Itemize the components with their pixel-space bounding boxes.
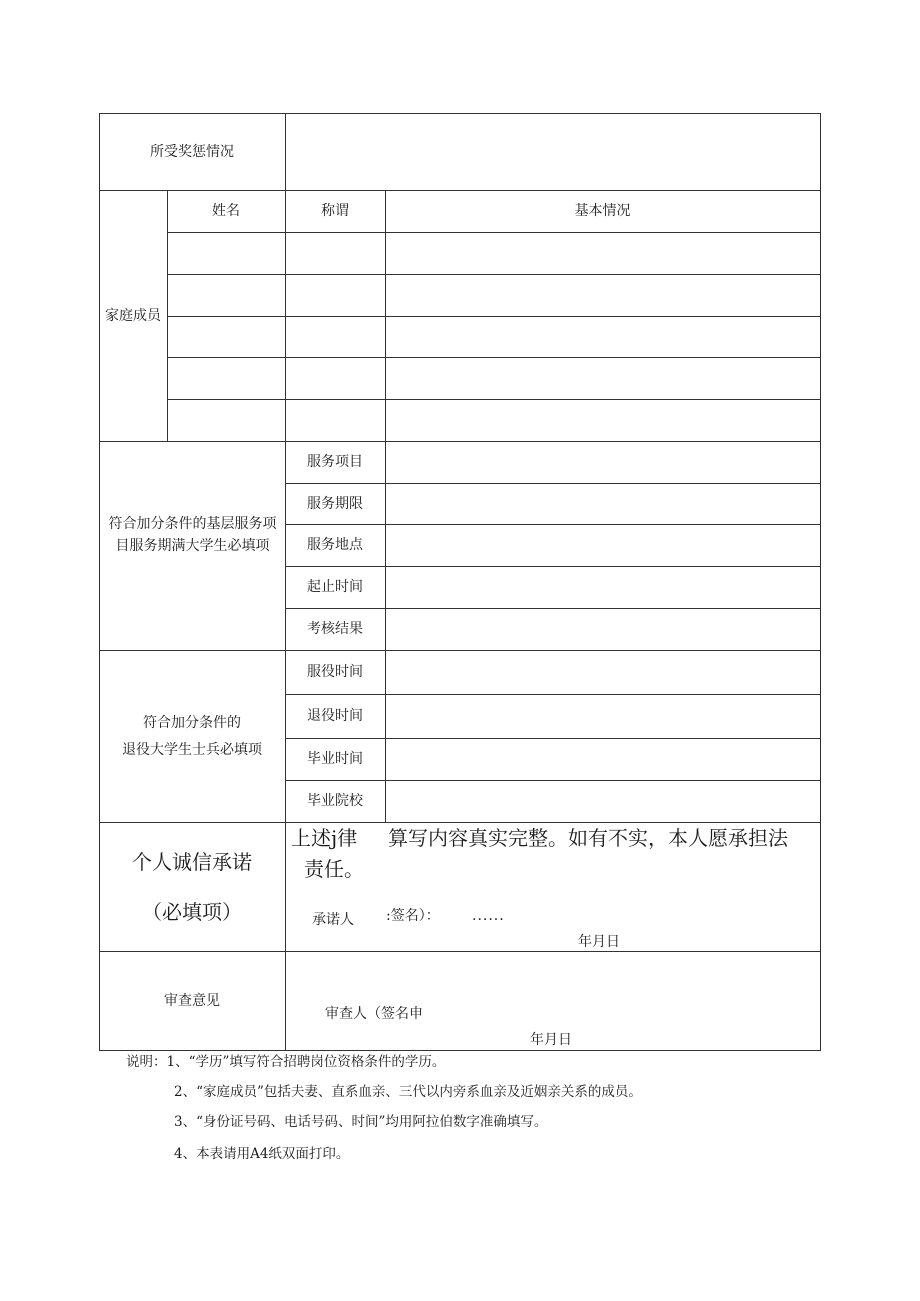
- row-line-650: [99, 650, 821, 651]
- veteran-label-line1: 符合加分条件的: [143, 715, 241, 731]
- veteran-row-discharge-time: 退役时间: [307, 708, 363, 724]
- pledge-label-line2: （必填项）: [142, 900, 242, 924]
- service-row-dates: 起止时间: [307, 579, 363, 595]
- awards-label: 所受奖惩情况: [150, 144, 234, 160]
- veteran-row-graduation-time: 毕业时间: [307, 751, 363, 767]
- pledge-signer-label: 承诺人: [312, 912, 354, 928]
- family-line-3: [167, 316, 821, 317]
- service-row-assessment: 考核结果: [307, 621, 363, 637]
- pledge-label-line1: 个人诚信承诺: [132, 850, 252, 874]
- service-row-project: 服务项目: [307, 454, 363, 470]
- veteran-line-1: [285, 694, 821, 695]
- pledge-signature-dots[interactable]: ......: [472, 908, 505, 924]
- veteran-row-service-time: 服役时间: [307, 664, 363, 680]
- divider-value: [385, 190, 386, 822]
- pledge-text-left-2: 责任。: [304, 857, 364, 881]
- note-3: 3、“身份证号码、电话号码、时间”均用阿拉伯数字准确填写。: [174, 1114, 548, 1130]
- pledge-date: 年月日: [578, 934, 620, 950]
- service-line-4: [285, 608, 821, 609]
- note-4: 4、本表请用A4纸双面打印。: [174, 1146, 350, 1162]
- row-line-822: [99, 822, 821, 823]
- veteran-line-2: [285, 738, 821, 739]
- service-label-text: 符合加分条件的基层服务项目服务期满大学生必填项: [108, 516, 277, 554]
- service-line-1: [285, 483, 821, 484]
- family-header-relation: 称谓: [321, 203, 349, 219]
- family-line-1: [167, 232, 821, 233]
- family-header-info: 基本情况: [574, 203, 631, 219]
- family-line-5: [167, 399, 821, 400]
- row-line-190: [99, 190, 821, 191]
- pledge-text-left-1: 上述j律: [291, 826, 358, 850]
- service-row-location: 服务地点: [307, 537, 363, 553]
- note-1: 说明：1、“学历”填写符合招聘岗位资格条件的学历。: [126, 1054, 446, 1070]
- service-row-period: 服务期限: [307, 496, 363, 512]
- row-line-441: [99, 441, 821, 442]
- awards-value-cell[interactable]: [286, 114, 820, 190]
- review-reviewer: 审查人（签名申: [325, 1006, 423, 1022]
- family-line-2: [167, 274, 821, 275]
- family-header-name: 姓名: [212, 203, 240, 219]
- veteran-line-3: [285, 780, 821, 781]
- service-line-3: [285, 566, 821, 567]
- row-line-951: [99, 951, 821, 952]
- veteran-row-school: 毕业院校: [307, 793, 363, 809]
- service-line-2: [285, 524, 821, 525]
- border-bottom: [99, 1050, 821, 1051]
- pledge-text-right-1: 算写内容真实完整。如有不实，本人愿承担法: [388, 826, 788, 850]
- family-line-4: [167, 357, 821, 358]
- border-right: [820, 113, 821, 1051]
- pledge-sign-label: :签名）：: [386, 908, 440, 924]
- note-2: 2、“家庭成员”包括夫妻、直系血亲、三代以内旁系血亲及近姻亲关系的成员。: [174, 1084, 642, 1100]
- service-label: [100, 513, 285, 557]
- review-date: 年月日: [530, 1032, 572, 1048]
- family-label: 家庭成员: [105, 308, 161, 324]
- veteran-label-line2: 退役大学生士兵必填项: [122, 742, 262, 758]
- review-label: 审查意见: [164, 993, 220, 1009]
